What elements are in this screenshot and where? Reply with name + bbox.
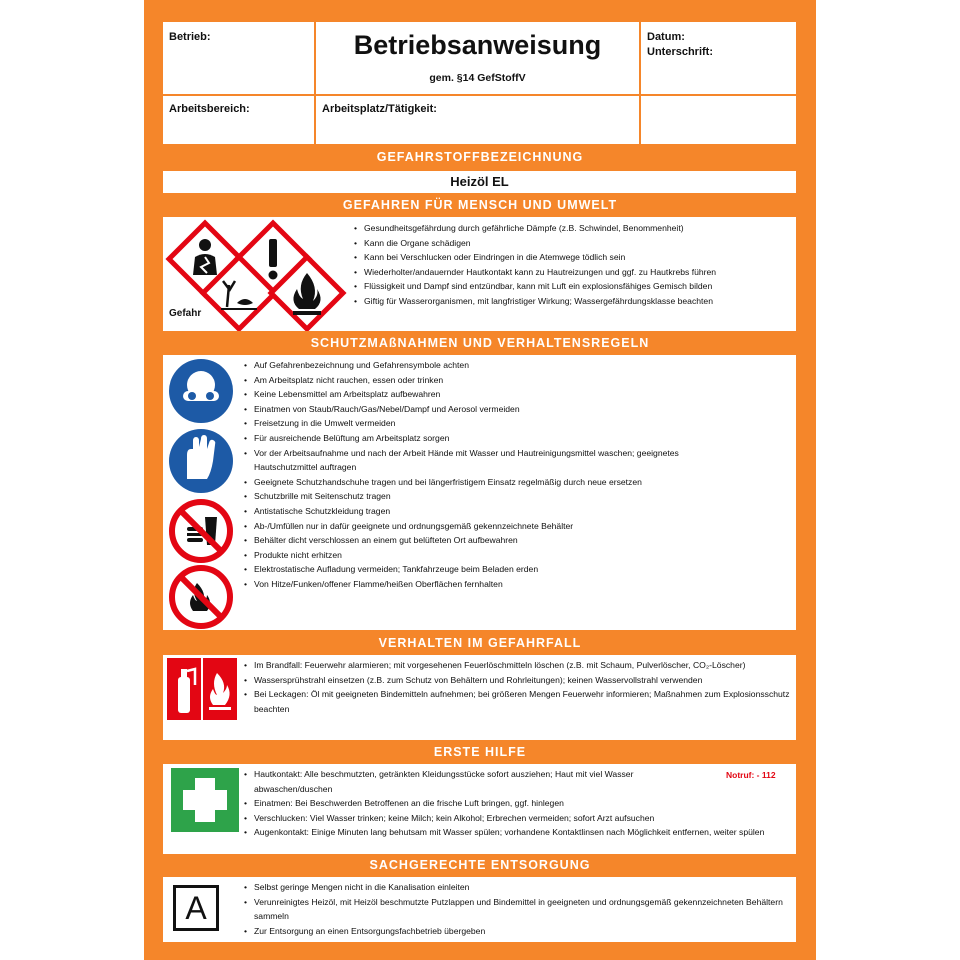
section-title-schutz: SCHUTZMAßNAHMEN UND VERHALTENSREGELN — [310, 336, 650, 350]
measure-item: • Auf Gefahrenbezeichnung und Gefahrensymbole achten — [243, 358, 788, 373]
betrieb-label: Betrieb: — [169, 31, 211, 43]
hazard-item: • Wiederholter/andauernder Hautkontakt kann zu Hautreizungen und ggf. zu Hautkrebs führen — [353, 265, 793, 280]
arbeitsplatz-label: Arbeitsplatz/Tätigkeit: — [322, 103, 437, 115]
measure-item: • Keine Lebensmittel am Arbeitsplatz aufbewahren — [243, 387, 788, 402]
title-cell — [316, 22, 639, 94]
measure-item: • Schutzbrille mit Seitenschutz tragen — [243, 489, 788, 504]
measure-item: • Ab-/Umfüllen nur in dafür geeignete und ordnungsgemäß gekennzeichnete Behälter — [243, 519, 788, 534]
measure-item: • Behälter dicht verschlossen an einem gut belüfteten Ort aufbewahren — [243, 533, 788, 548]
hazard-item: • Giftig für Wasserorganismen, mit langfristiger Wirkung; Wassergefährdungsklasse beachten — [353, 294, 793, 309]
safety-signs — [163, 355, 239, 630]
hazards-list — [353, 221, 793, 309]
section-title-gefahrstoff: GEFAHRSTOFFBEZEICHNUNG — [376, 150, 584, 164]
first-aid-cross-icon — [171, 768, 239, 832]
disposal-item: • Zur Entsorgung an einen Entsorgungsfachbetrieb übergeben — [243, 924, 783, 939]
measure-item: • Einatmen von Staub/Rauch/Gas/Nebel/Dampf und Aerosol vermeiden — [243, 402, 788, 417]
measure-item: • Elektrostatische Aufladung vermeiden; Tankfahrzeuge beim Beladen erden — [243, 562, 788, 577]
disposal-item: • Verunreinigtes Heizöl, mit Heizöl beschmutzte Putzlappen und Bindemittel in geeigneten und ordnungsgemäß gekennzeichneten Behältern sammeln — [243, 895, 783, 924]
hazards-box — [163, 217, 796, 331]
emergency-item: • Bei Leckagen: Öl mit geeigneten Bindemitteln aufnehmen; bei größeren Mengen Feuerwehr informieren; Maßnahmen zum Explosionsschutz beachten — [243, 687, 791, 716]
fire-equipment-icon — [203, 658, 237, 720]
hazard-item: • Kann die Organe schädigen — [353, 236, 793, 251]
measure-item: • Geeignete Schutzhandschuhe tragen und bei längerfristigem Einsatz regelmäßig durch neue ersetzen — [243, 475, 788, 490]
first-aid-item: • Einatmen: Bei Beschwerden Betroffenen an die frische Luft bringen, ggf. hinlegen — [243, 796, 711, 811]
hazard-item: • Gesundheitsgefährdung durch gefährliche Dämpfe (z.B. Schwindel, Benommenheit) — [353, 221, 793, 236]
fire-extinguisher-icon — [167, 658, 201, 720]
first-aid-item: • Hautkontakt: Alle beschmutzten, getränkten Kleidungsstücke sofort ausziehen; Haut mit viel Wasser abwaschen/duschen — [243, 767, 711, 796]
measure-item: • Am Arbeitsplatz nicht rauchen, essen oder trinken — [243, 373, 788, 388]
no-open-flame-icon — [172, 568, 230, 626]
measure-item: • Für ausreichende Belüftung am Arbeitsplatz sorgen — [243, 431, 788, 446]
disposal-box — [163, 877, 796, 942]
emergency-item: • Wassersprühstrahl einsetzen (z.B. zum Schutz von Behältern und Rohrleitungen); keinen Wasservollstrahl verwenden — [243, 673, 791, 688]
arbeitsbereich-label: Arbeitsbereich: — [169, 103, 250, 115]
unterschrift-label: Unterschrift: — [647, 46, 714, 58]
measure-item: • Antistatische Schutzkleidung tragen — [243, 504, 788, 519]
hand-protection-icon — [169, 429, 233, 493]
datum-label: Datum: — [647, 31, 685, 43]
fire-signs — [163, 655, 243, 740]
disposal-letter-sign: A — [173, 885, 219, 931]
first-aid-item: • Augenkontakt: Einige Minuten lang behutsam mit Wasser spülen; vorhandene Kontaktlinsen nach Möglichkeit entfernen, weiter spülen — [243, 825, 794, 840]
arbeitsplatz-cell[interactable] — [316, 96, 639, 144]
section-title-entsorgung: SACHGERECHTE ENTSORGUNG — [369, 858, 591, 872]
measure-item: • Produkte nicht erhitzen — [243, 548, 788, 563]
no-eating-drinking-icon — [172, 502, 230, 560]
measure-item: • Von Hitze/Funken/offener Flamme/heißen Oberflächen fernhalten — [243, 577, 788, 592]
emergency-number: Notruf: - 112 — [726, 770, 776, 780]
section-title-gefahrfall: VERHALTEN IM GEFAHRFALL — [378, 636, 582, 650]
page-title: Betriebsanweisung — [353, 30, 602, 60]
measures-list — [243, 358, 788, 592]
page-subtitle: gem. §14 GefStoffV — [429, 72, 526, 84]
measures-box — [163, 355, 796, 630]
eye-protection-icon — [169, 359, 233, 423]
measure-item: • Freisetzung in die Umwelt vermeiden — [243, 416, 788, 431]
hazard-item: • Flüssigkeit und Dampf sind entzündbar, kann mit Luft ein explosionsfähiges Gemisch bilden — [353, 279, 793, 294]
hazard-item: • Kann bei Verschlucken oder Eindringen in die Atemwege tödlich sein — [353, 250, 793, 265]
substance-name: Heizöl EL — [450, 174, 509, 189]
betrieb-cell[interactable] — [163, 22, 314, 94]
signal-word: Gefahr — [169, 308, 202, 319]
section-title-erste-hilfe: ERSTE HILFE — [433, 745, 527, 759]
disposal-list — [243, 880, 783, 938]
datum-cell[interactable] — [641, 22, 796, 94]
emergency-box — [163, 655, 796, 740]
disposal-item: • Selbst geringe Mengen nicht in die Kanalisation einleiten — [243, 880, 783, 895]
empty-cell — [641, 96, 796, 144]
first-aid-item: • Verschlucken: Viel Wasser trinken; keine Milch; kein Alkohol; Erbrechen vermeiden; sofort Arzt aufsuchen — [243, 811, 711, 826]
first-aid-box — [163, 764, 796, 854]
first-aid-sign — [169, 766, 245, 836]
arbeitsbereich-cell[interactable] — [163, 96, 314, 144]
substance-box — [163, 171, 796, 193]
emergency-list — [243, 658, 791, 716]
section-title-gefahren: GEFAHREN FÜR MENSCH UND UMWELT — [342, 198, 618, 212]
emergency-item: • Im Brandfall: Feuerwehr alarmieren; mit vorgesehenen Feuerlöschmitteln löschen (z.B. mit Schaum, Pulverlöscher, CO₂-Löscher) — [243, 658, 791, 673]
measure-item: • Vor der Arbeitsaufnahme und nach der Arbeit Hände mit Wasser und Hautreinigungsmittel waschen; geeignetes Hautschutzmittel auftragen — [243, 446, 788, 475]
instruction-sheet — [144, 0, 816, 960]
